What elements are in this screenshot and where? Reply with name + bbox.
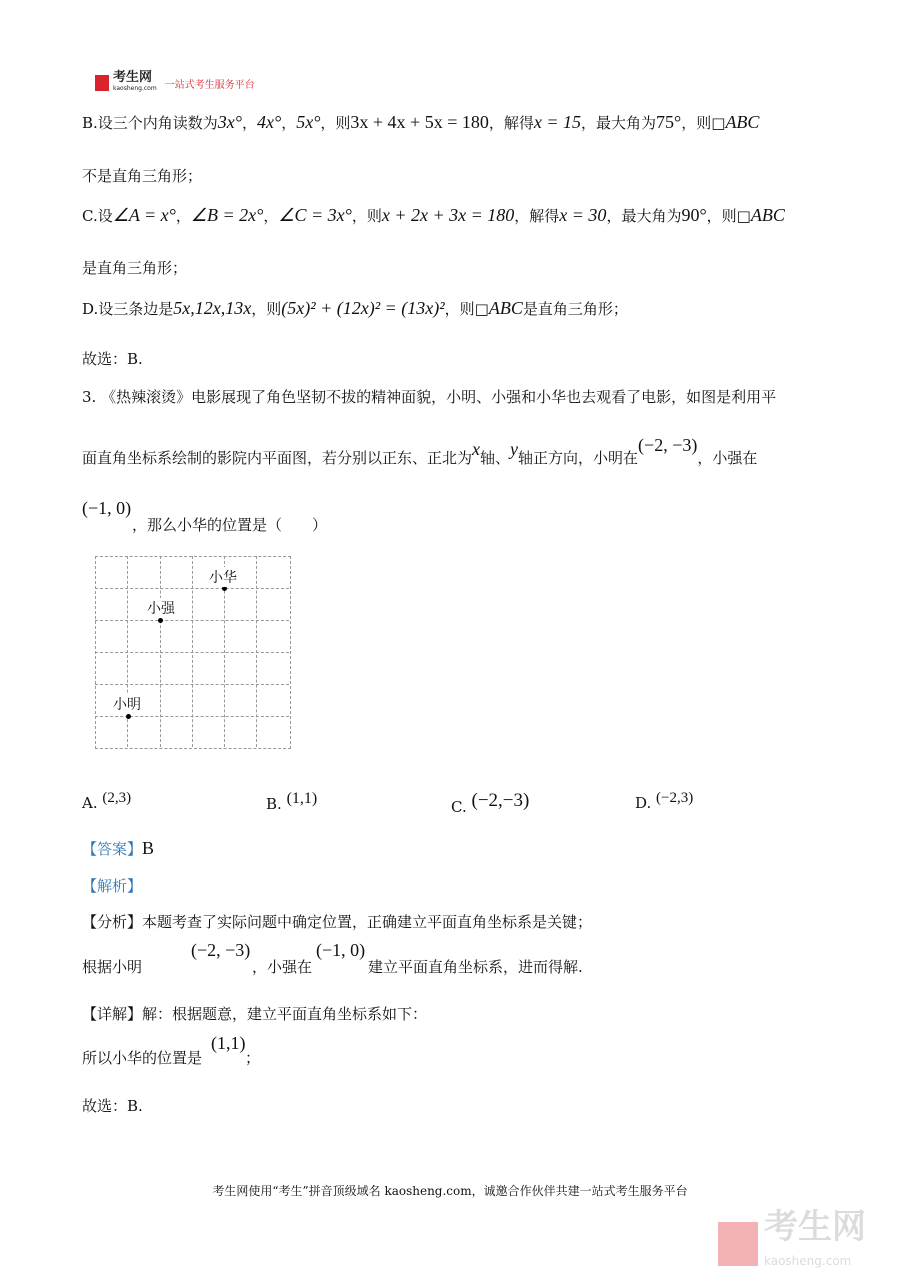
option-d: D. (−2,3): [635, 790, 694, 812]
solution-b-line1: B.设三个内角读数为3x°，4x°，5x°，则3x + 4x + 5x = 180，解得x = 15，最大角为75°，则□ABC: [82, 112, 760, 132]
analysis-xiangjie: 【详解】解：根据题意，建立平面直角坐标系如下：: [82, 1005, 428, 1023]
logo-text: 考生网: [113, 70, 153, 85]
watermark-icon: [718, 1222, 758, 1266]
footer-text: 考生网使用“考生”拼音顶级域名 kaosheng.com，诚邀合作伙伴共建一站式考生服务平台: [212, 1184, 688, 1198]
question-3-line3: ，那么小华的位置是（ ）: [132, 516, 328, 534]
label-xiaohua: 小华: [209, 567, 237, 587]
logo-sub: kaosheng.com: [113, 85, 157, 92]
solution-b-line2: 不是直角三角形；: [82, 167, 203, 185]
solution-c-line1: C.设∠A = x°，∠B = 2x°，∠C = 3x°，则x + 2x + 3x = 180，解得x = 30，最大角为90°，则□ABC: [82, 205, 785, 225]
analysis-tag: 【解析】: [82, 877, 143, 895]
slogan: 一站式考生服务平台: [164, 79, 255, 91]
point-xiaoming: [126, 714, 131, 719]
answer: 【答案】B: [82, 838, 155, 858]
question-3-point: (−1, 0): [82, 498, 132, 518]
grid-line: [95, 588, 289, 589]
analysis-line4: 所以小华的位置是: [82, 1049, 203, 1067]
choose-b-1: 故选：B.: [82, 350, 143, 368]
option-a: A. (2,3): [82, 790, 132, 812]
choose-b-2: 故选：B.: [82, 1097, 143, 1115]
logo-icon: [95, 75, 109, 91]
watermark-logo: 考生网 kaosheng.com: [718, 1210, 866, 1273]
grid-line: [95, 684, 289, 685]
analysis-text: ，小强在: [252, 958, 313, 976]
analysis-fenxi: 【分析】本题考查了实际问题中确定位置，正确建立平面直角坐标系是关键；: [82, 913, 593, 931]
site-logo: [95, 72, 255, 94]
analysis-text: ；: [245, 1049, 261, 1067]
question-3-line2: 面直角坐标系绘制的影院内平面图，若分别以正东、正北为x轴、y轴正方向，小明在(−2, −3)，小强在: [82, 435, 758, 467]
solution-c-line2: 是直角三角形；: [82, 259, 188, 277]
analysis-text: 建立平面直角坐标系，进而得解.: [368, 958, 583, 976]
question-3-line1: 3. 《热辣滚烫》电影展现了角色坚韧不拔的精神面貌，小明、小强和小华也去观看了电影，如图是利用平: [82, 388, 777, 406]
grid-line: [95, 716, 289, 717]
analysis-point-3: (1,1): [211, 1033, 246, 1053]
option-c: C. (−2,−3): [451, 790, 530, 816]
analysis-point-1: (−2, −3): [191, 940, 251, 960]
seat-grid-figure: [95, 556, 289, 747]
option-b: B. (1,1): [266, 790, 318, 813]
analysis-line2: 根据小明: [82, 958, 143, 976]
solution-d: D.设三条边是5x,12x,13x，则(5x)² + (12x)² = (13x)²，则□ABC是直角三角形；: [82, 298, 628, 318]
grid-line: [95, 652, 289, 653]
point-xiaoqiang: [158, 618, 163, 623]
analysis-point-2: (−1, 0): [316, 940, 366, 960]
label-xiaoqiang: 小强: [147, 598, 175, 618]
grid-line: [95, 620, 289, 621]
label-xiaoming: 小明: [113, 694, 141, 714]
